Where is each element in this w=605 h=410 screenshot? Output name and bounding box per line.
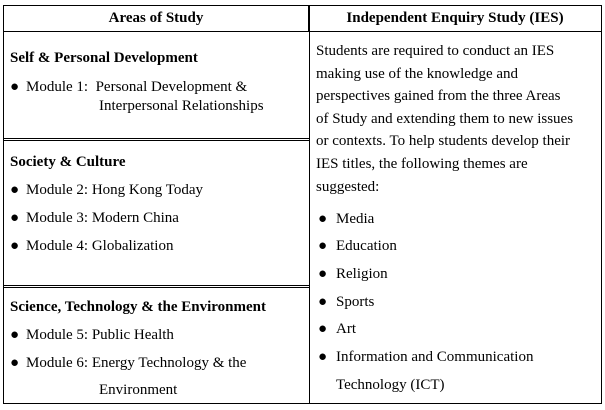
bullet-icon: ● xyxy=(10,327,20,343)
theme-item-ict xyxy=(318,348,533,367)
ies-description-line: IES titles, the following themes are xyxy=(316,155,528,172)
module-text: Personal Development & xyxy=(95,79,248,95)
section-divider xyxy=(4,138,309,141)
bullet-icon: ● xyxy=(318,266,328,282)
header-ies: Independent Enquiry Study (IES) xyxy=(309,6,601,32)
module-item-1 xyxy=(10,78,247,97)
module-item-4 xyxy=(10,237,173,256)
curriculum-table xyxy=(3,5,602,404)
ies-description-line: Students are required to conduct an IES xyxy=(316,43,555,59)
theme-text: Sports xyxy=(336,294,375,310)
ies-description-line: perspectives gained from the three Areas xyxy=(316,88,561,105)
module-text: Module 2: Hong Kong Today xyxy=(26,182,203,198)
module-text-continued: Environment xyxy=(99,382,178,398)
area-title-science-technology-environment: Science, Technology & the Environment xyxy=(10,299,266,315)
module-text-continued: Interpersonal Relationships xyxy=(99,98,264,114)
theme-text-continued: Technology (ICT) xyxy=(336,377,445,393)
module-item-3 xyxy=(10,209,179,228)
theme-item-religion xyxy=(318,265,388,284)
ies-description-line: making use of the knowledge and xyxy=(316,65,519,82)
ies-description xyxy=(316,40,598,198)
bullet-icon: ● xyxy=(318,238,328,254)
module-text: Module 3: Modern China xyxy=(26,210,179,226)
module-text: Module 5: Public Health xyxy=(26,327,174,343)
theme-text: Religion xyxy=(336,266,388,282)
theme-text: Education xyxy=(336,238,397,254)
bullet-icon: ● xyxy=(10,182,20,198)
bullet-icon: ● xyxy=(318,211,328,227)
ies-description-line: or contexts. To help students develop their xyxy=(316,133,571,150)
module-item-6 xyxy=(10,354,246,373)
theme-item-art xyxy=(318,320,356,339)
theme-text: Art xyxy=(336,321,356,337)
bullet-icon: ● xyxy=(10,79,20,95)
bullet-icon: ● xyxy=(10,355,20,371)
theme-item-education xyxy=(318,237,397,256)
bullet-icon: ● xyxy=(318,349,328,365)
bullet-icon: ● xyxy=(318,321,328,337)
bullet-icon: ● xyxy=(10,238,20,254)
ies-description-line: of Study and extending them to new issues xyxy=(316,110,574,127)
module-item-2 xyxy=(10,181,203,200)
ies-description-line: suggested: xyxy=(316,178,380,195)
column-divider xyxy=(309,6,310,403)
bullet-icon: ● xyxy=(10,210,20,226)
module-item-5 xyxy=(10,326,174,345)
bullet-icon: ● xyxy=(318,294,328,310)
area-title-self-personal-development: Self & Personal Development xyxy=(10,50,198,66)
theme-text: Media xyxy=(336,211,375,227)
theme-item-sports xyxy=(318,293,374,312)
theme-item-media xyxy=(318,210,374,229)
area-title-society-culture: Society & Culture xyxy=(10,154,126,170)
module-text: Module 6: Energy Technology & the xyxy=(26,355,247,371)
module-label: Module 1: xyxy=(26,79,89,95)
module-text: Module 4: Globalization xyxy=(26,238,174,254)
header-areas-of-study: Areas of Study xyxy=(4,6,309,32)
section-divider xyxy=(4,285,309,288)
theme-text: Information and Communication xyxy=(336,349,534,365)
